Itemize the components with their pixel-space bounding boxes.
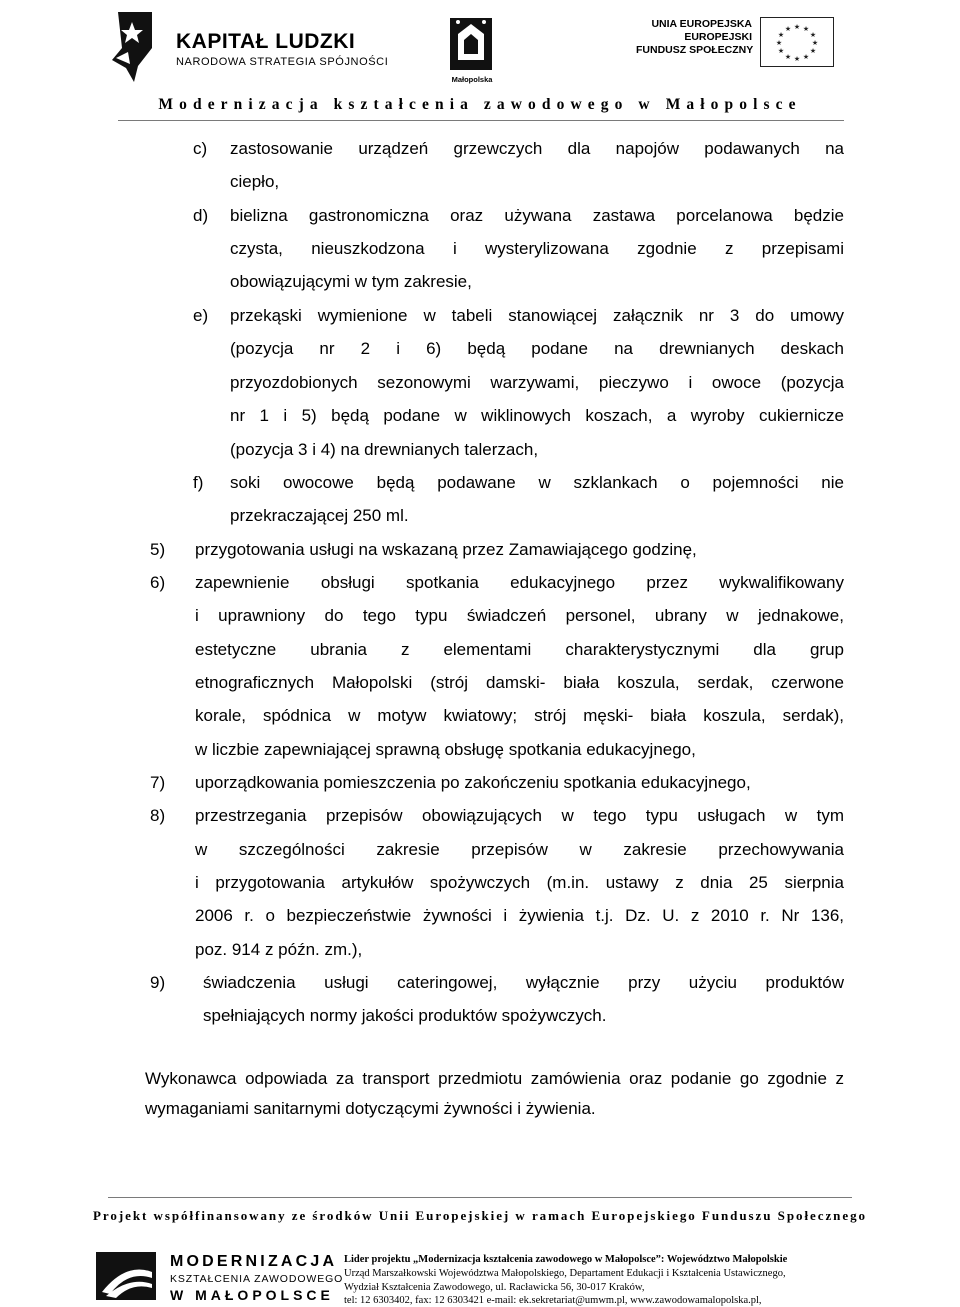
malopolska-logo — [444, 14, 498, 84]
item-line: soki owocowe będą podawane w szklankach o pojemności nie — [230, 473, 844, 492]
svg-text:★: ★ — [784, 25, 792, 33]
svg-text:★: ★ — [784, 53, 792, 61]
item-label: c) — [193, 139, 208, 158]
footer-leader-line: Lider projektu „Modernizacja kształcenia zawodowego w Małopolsce”: Województwo Małopolskie — [344, 1254, 788, 1265]
item-line: przekąski wymienione w tabeli stanowiącej załącznik nr 3 do umowy — [230, 306, 844, 325]
item-line: przestrzegania przepisów obowiązujących w tego typu usługach w tym — [195, 806, 844, 825]
item-line: przyozdobionych sezonowymi warzywami, pieczywo i owoce (pozycja — [230, 373, 844, 392]
item-line: ciepło, — [230, 172, 280, 191]
item-line: czysta, nieuszkodzona i wysterylizowana zgodnie z przepisami — [230, 239, 844, 258]
item-line: poz. 914 z późn. zm.), — [195, 940, 363, 959]
modernizacja-logo-text: KSZTAŁCENIA ZAWODOWEGO — [170, 1273, 344, 1285]
item-line: i przygotowania artykułów spożywczych (m.in. ustawy z dnia 25 sierpnia — [195, 873, 844, 892]
item-label: d) — [193, 206, 209, 225]
svg-text:★: ★ — [809, 47, 817, 55]
svg-text:★: ★ — [809, 31, 817, 39]
svg-text:★: ★ — [777, 31, 785, 39]
item-line: (pozycja nr 2 i 6) będą podane na drewnianych deskach — [230, 339, 844, 358]
item-label: 9) — [150, 973, 166, 992]
item-line: estetyczne ubrania z elementami charakterystycznymi dla grup — [195, 640, 844, 659]
footer-address-line: Wydział Kształcenia Zawodowego, ul. Racławicka 56, 30-017 Kraków, — [344, 1282, 645, 1293]
item-line: bielizna gastronomiczna oraz używana zastawa porcelanowa będzie — [230, 206, 844, 225]
item-label: f) — [193, 473, 204, 492]
item-line: korale, spódnica w motyw kwiatowy; strój męski- biała koszula, serdak), — [195, 706, 844, 725]
item-label: 7) — [150, 773, 166, 792]
item-line: (pozycja 3 i 4) na drewnianych talerzach, — [230, 440, 539, 459]
item-line: i uprawniony do tego typu świadczeń personel, ubrany w jednakowe, — [195, 606, 844, 625]
svg-text:★: ★ — [802, 25, 810, 33]
item-line: obowiązującymi w tym zakresie, — [230, 272, 472, 291]
item-line: nr 1 i 5) będą podane w wiklinowych koszach, a wyroby cukiernicze — [230, 406, 844, 425]
svg-text:★: ★ — [793, 55, 801, 63]
closing-line: wymaganiami sanitarnymi dotyczącymi żywności i żywienia. — [145, 1099, 596, 1118]
eu-line-2: EUROPEJSKI — [684, 31, 752, 43]
item-line: 2006 r. o bezpieczeństwie żywności i żywienia t.j. Dz. U. z 2010 r. Nr 136, — [195, 906, 844, 925]
eu-text — [636, 18, 752, 57]
footer-divider — [108, 1197, 852, 1198]
item-line: przekraczającej 250 ml. — [230, 506, 409, 525]
item-line: zapewnienie obsługi spotkania edukacyjnego przez wykwalifikowany — [195, 573, 844, 592]
kapital-ludzki-subtitle: NARODOWA STRATEGIA SPÓJNOŚCI — [176, 56, 389, 68]
item-line: w liczbie zapewniającej sprawną obsługę spotkania edukacyjnego, — [195, 740, 696, 759]
malopolska-label: Małopolska — [451, 75, 493, 84]
modernizacja-logo-text: W MAŁOPOLSCE — [170, 1287, 334, 1303]
modernizacja-logo-text: MODERNIZACJA — [170, 1253, 338, 1270]
closing-line: Wykonawca odpowiada za transport przedmiotu zamówienia oraz podanie go zgodnie z — [145, 1069, 844, 1088]
header-tagline: Modernizacja kształcenia zawodowego w Małopolsce — [158, 96, 802, 113]
item-label: 8) — [150, 806, 166, 825]
item-line: świadczenia usługi cateringowej, wyłącznie przy użyciu produktów — [203, 973, 844, 992]
cofinance-statement: Projekt współfinansowany ze środków Unii Europejskiej w ramach Europejskiego Funduszu Społecznego — [93, 1208, 867, 1223]
svg-text:★: ★ — [811, 39, 819, 47]
svg-text:★: ★ — [775, 39, 783, 47]
kapital-ludzki-title: KAPITAŁ LUDZKI — [176, 30, 356, 53]
item-line: zastosowanie urządzeń grzewczych dla napojów podawanych na — [230, 139, 844, 158]
svg-text:★: ★ — [793, 23, 801, 31]
item-label: 5) — [150, 540, 166, 559]
item-line: etnograficznych Małopolski (strój damski- biała koszula, serdak, czerwone — [195, 673, 844, 692]
svg-text:★: ★ — [777, 47, 785, 55]
modernizacja-logo — [96, 1252, 156, 1300]
footer-contact-line: tel: 12 6303402, fax: 12 6303421 e-mail: ek.sekretariat@umwm.pl, www.zawodowamalopolska.pl, — [344, 1295, 762, 1306]
eu-line-3: FUNDUSZ SPOŁECZNY — [636, 44, 754, 56]
item-line: przygotowania usługi na wskazaną przez Zamawiającego godzinę, — [195, 540, 697, 559]
item-label: e) — [193, 306, 209, 325]
item-line: uporządkowania pomieszczenia po zakończeniu spotkania edukacyjnego, — [195, 773, 751, 792]
item-line: w szczególności zakresie przepisów w zakresie przechowywania — [195, 840, 844, 859]
footer-address-line: Urząd Marszałkowski Województwa Małopolskiego, Departament Edukacji i Kształcenia Ustawicznego, — [344, 1268, 786, 1279]
item-line: spełniających normy jakości produktów spożywczych. — [203, 1006, 607, 1025]
eu-line-1: UNIA EUROPEJSKA — [651, 18, 752, 30]
eu-flag-icon — [760, 17, 834, 67]
item-label: 6) — [150, 573, 166, 592]
header-divider — [118, 120, 844, 121]
svg-text:★: ★ — [802, 53, 810, 61]
